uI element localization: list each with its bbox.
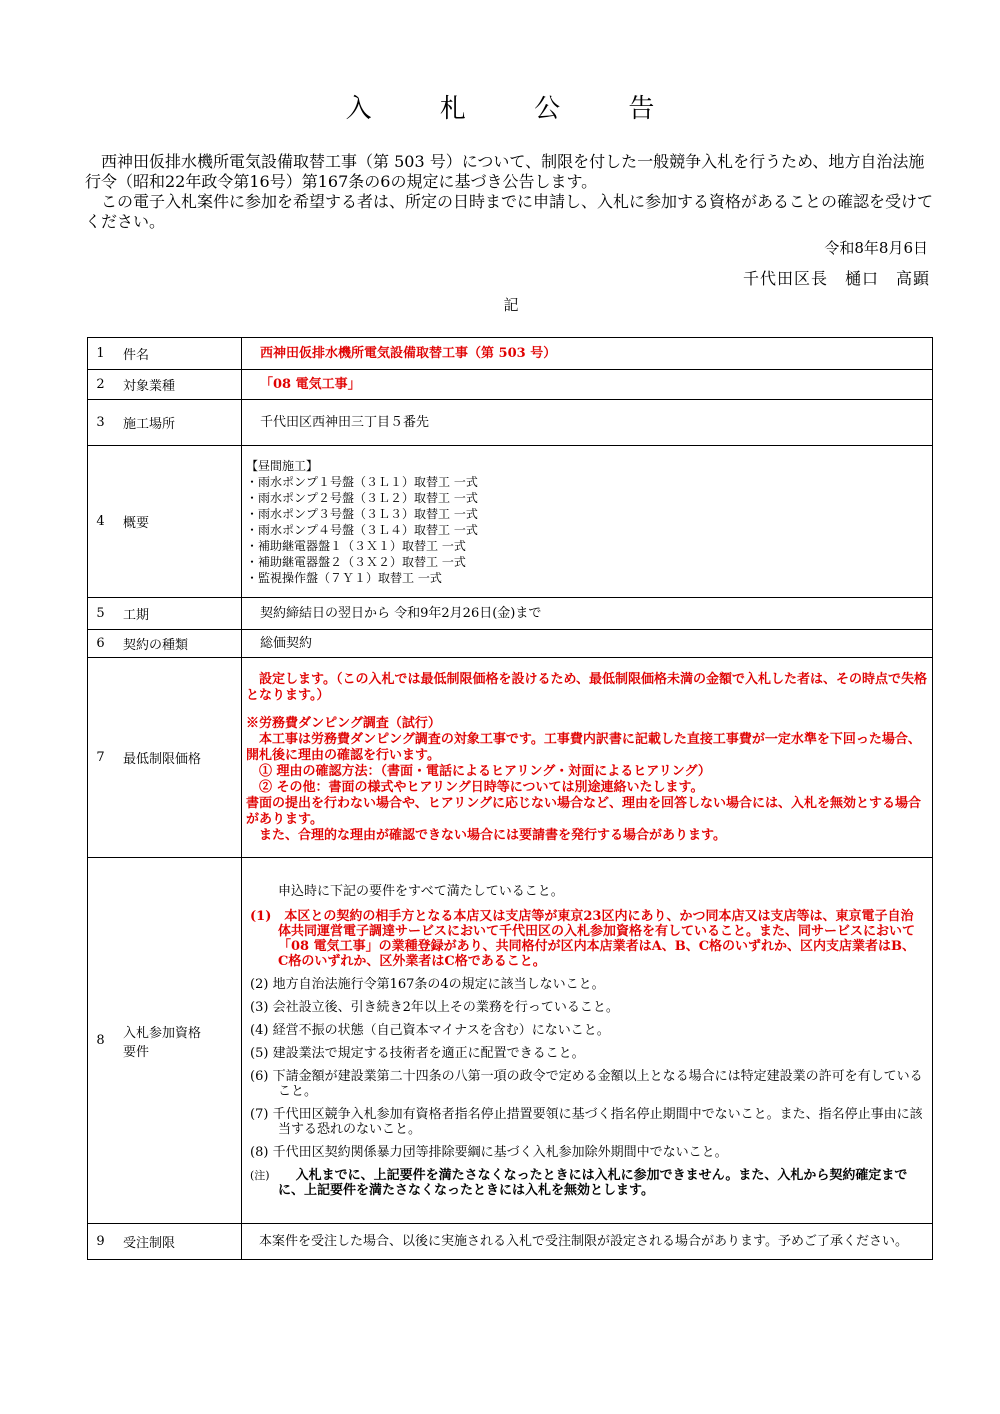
min-price-value <box>242 658 933 858</box>
qualification-item: (6) 下請金額が建設業第二十四条の八第一項の政令で定める金額以上となる場合には特定建設業の許可を有していること。 <box>250 1068 923 1099</box>
row-label: 施工場所 <box>113 400 242 446</box>
overview-line: ・雨水ポンプ１号盤（３Ｌ１）取替工 一式 <box>246 474 478 489</box>
overview-line: ・補助継電器盤１（３Ｘ１）取替工 一式 <box>246 538 466 553</box>
ki-mark: 記 <box>503 296 519 314</box>
intro-paragraph-2: この電子入札案件に参加を希望する者は、所定の日時までに申請し、入札に参加する資格があることの確認を受けてください。 <box>85 192 934 231</box>
row-number: 5 <box>88 598 114 630</box>
row-label <box>113 858 242 1224</box>
qualification-item: (3) 会社設立後、引き続き2年以上その業務を行っていること。 <box>250 999 619 1015</box>
qualification-label-line: 入札参加資格 <box>123 1025 202 1041</box>
overview-line: ・雨水ポンプ２号盤（３Ｌ２）取替工 一式 <box>246 490 478 505</box>
qualification-item: (1) 本区との契約の相手方となる本店又は支店等が東京23区内にあり、かつ同本店又は支店等は、東京電子自治体共同運営電子調達サービスにおいて千代田区の入札参加資格を有していること。また、同サービスにおいて「08 電気工事」の業種登録があり、共同格付が区内本店業者はA、B、C格のいずれか、区内支店業者はB、C格のいずれか、区外業者はC格であること。 <box>250 908 916 969</box>
page-title: 入 札 公 告 <box>345 94 685 124</box>
overview-line: ・補助継電器盤２（３Ｘ２）取替工 一式 <box>246 554 466 569</box>
min-price-line: 設定します。（この入札では最低制限価格を設けるため、最低制限価格未満の金額で入札した者は、その時点で失格となります。） <box>246 671 927 703</box>
row-label: 受注制限 <box>113 1224 242 1260</box>
min-price-line: ① 理由の確認方法：（書面・電話によるヒアリング・対面によるヒアリング） <box>259 763 711 779</box>
notice-date: 令和8年8月6日 <box>824 239 928 257</box>
qualification-item: (2) 地方自治法施行令第167条の4の規定に該当しないこと。 <box>250 976 605 992</box>
row-label: 件名 <box>113 338 242 370</box>
overview-line: 【昼間施工】 <box>246 458 319 473</box>
row-number: 3 <box>88 400 114 446</box>
qualification-label-line: 要件 <box>123 1044 150 1060</box>
table-row-min-price <box>88 658 933 858</box>
table-row-subject <box>88 338 933 370</box>
qualification-note: (注) 入札までに、上記要件を満たさなくなったときには入札に参加できません。また、入札から契約確定までに、上記要件を満たさなくなったときには入札を無効とします。 <box>250 1167 908 1198</box>
industry-value: 「08 電気工事」 <box>242 370 933 400</box>
min-price-line: また、合理的な理由が確認できない場合には要請書を発行する場合があります。 <box>259 827 726 843</box>
overview-line: ・雨水ポンプ３号盤（３Ｌ３）取替工 一式 <box>246 506 478 521</box>
min-price-line: ② その他：書面の様式やヒアリング日時等については別途連絡いたします。 <box>259 779 704 795</box>
min-price-line: 本工事は労務費ダンピング調査の対象工事です。工事費内訳書に記載した直接工事費が一定水準を下回った場合、開札後に理由の確認を行います。 <box>246 731 921 763</box>
table-row-overview <box>88 446 933 598</box>
notice-table <box>87 337 933 1260</box>
row-label: 概要 <box>113 446 242 598</box>
row-number: 7 <box>88 658 114 858</box>
min-price-line: 書面の提出を行わない場合や、ヒアリングに応じない場合など、理由を回答しない場合には、入札を無効とする場合があります。 <box>246 795 921 827</box>
table-row-contract-type <box>88 630 933 658</box>
table-row-qualification <box>88 858 933 1224</box>
qualification-value <box>242 858 933 1224</box>
row-label: 契約の種類 <box>113 630 242 658</box>
row-number: 4 <box>88 446 114 598</box>
signer: 千代田区長 樋口 高顕 <box>742 269 930 288</box>
qualification-item: (7) 千代田区競争入札参加有資格者指名停止措置要領に基づく指名停止期間中でないこと。また、指名停止事由に該当する恐れのないこと。 <box>250 1106 923 1137</box>
qualification-item: (4) 経営不振の状態（自己資本マイナスを含む）にないこと。 <box>250 1022 610 1038</box>
row-label: 工期 <box>113 598 242 630</box>
location-value: 千代田区西神田三丁目５番先 <box>242 400 933 446</box>
subject-value: 西神田仮排水機所電気設備取替工事（第 503 号） <box>242 338 933 370</box>
contract-type-value: 総価契約 <box>242 630 933 658</box>
table-row-location <box>88 400 933 446</box>
table-row-industry <box>88 370 933 400</box>
intro-text <box>85 152 935 232</box>
overview-value <box>242 446 933 598</box>
row-number: 9 <box>88 1224 114 1260</box>
overview-line: ・雨水ポンプ４号盤（３Ｌ４）取替工 一式 <box>246 522 478 537</box>
qualification-item: (5) 建設業法で規定する技術者を適正に配置できること。 <box>250 1045 585 1061</box>
table-row-period <box>88 598 933 630</box>
intro-paragraph-1: 西神田仮排水機所電気設備取替工事（第 503 号）について、制限を付した一般競争入札を行うため、地方自治法施行令（昭和22年政令第16号）第167条の6の規定に基づき公告します。 <box>85 152 925 191</box>
period-value: 契約締結日の翌日から 令和9年2月26日(金)まで <box>242 598 933 630</box>
qualification-item: (8) 千代田区契約関係暴力団等排除要綱に基づく入札参加除外期間中でないこと。 <box>250 1144 728 1160</box>
overview-line: ・監視操作盤（７Ｙ１）取替工 一式 <box>246 570 442 585</box>
row-number: 8 <box>88 858 114 1224</box>
row-label: 最低制限価格 <box>113 658 242 858</box>
row-number: 6 <box>88 630 114 658</box>
min-price-line: ※労務費ダンピング調査（試行） <box>246 715 441 731</box>
table-row-order-restriction <box>88 1224 933 1260</box>
order-restriction-value: 本案件を受注した場合、以後に実施される入札で受注制限が設定される場合があります。予めご了承ください。 <box>242 1224 933 1260</box>
row-label: 対象業種 <box>113 370 242 400</box>
qualification-intro: 申込時に下記の要件をすべて満たしていること。 <box>278 883 564 899</box>
row-number: 2 <box>88 370 114 400</box>
row-number: 1 <box>88 338 114 370</box>
